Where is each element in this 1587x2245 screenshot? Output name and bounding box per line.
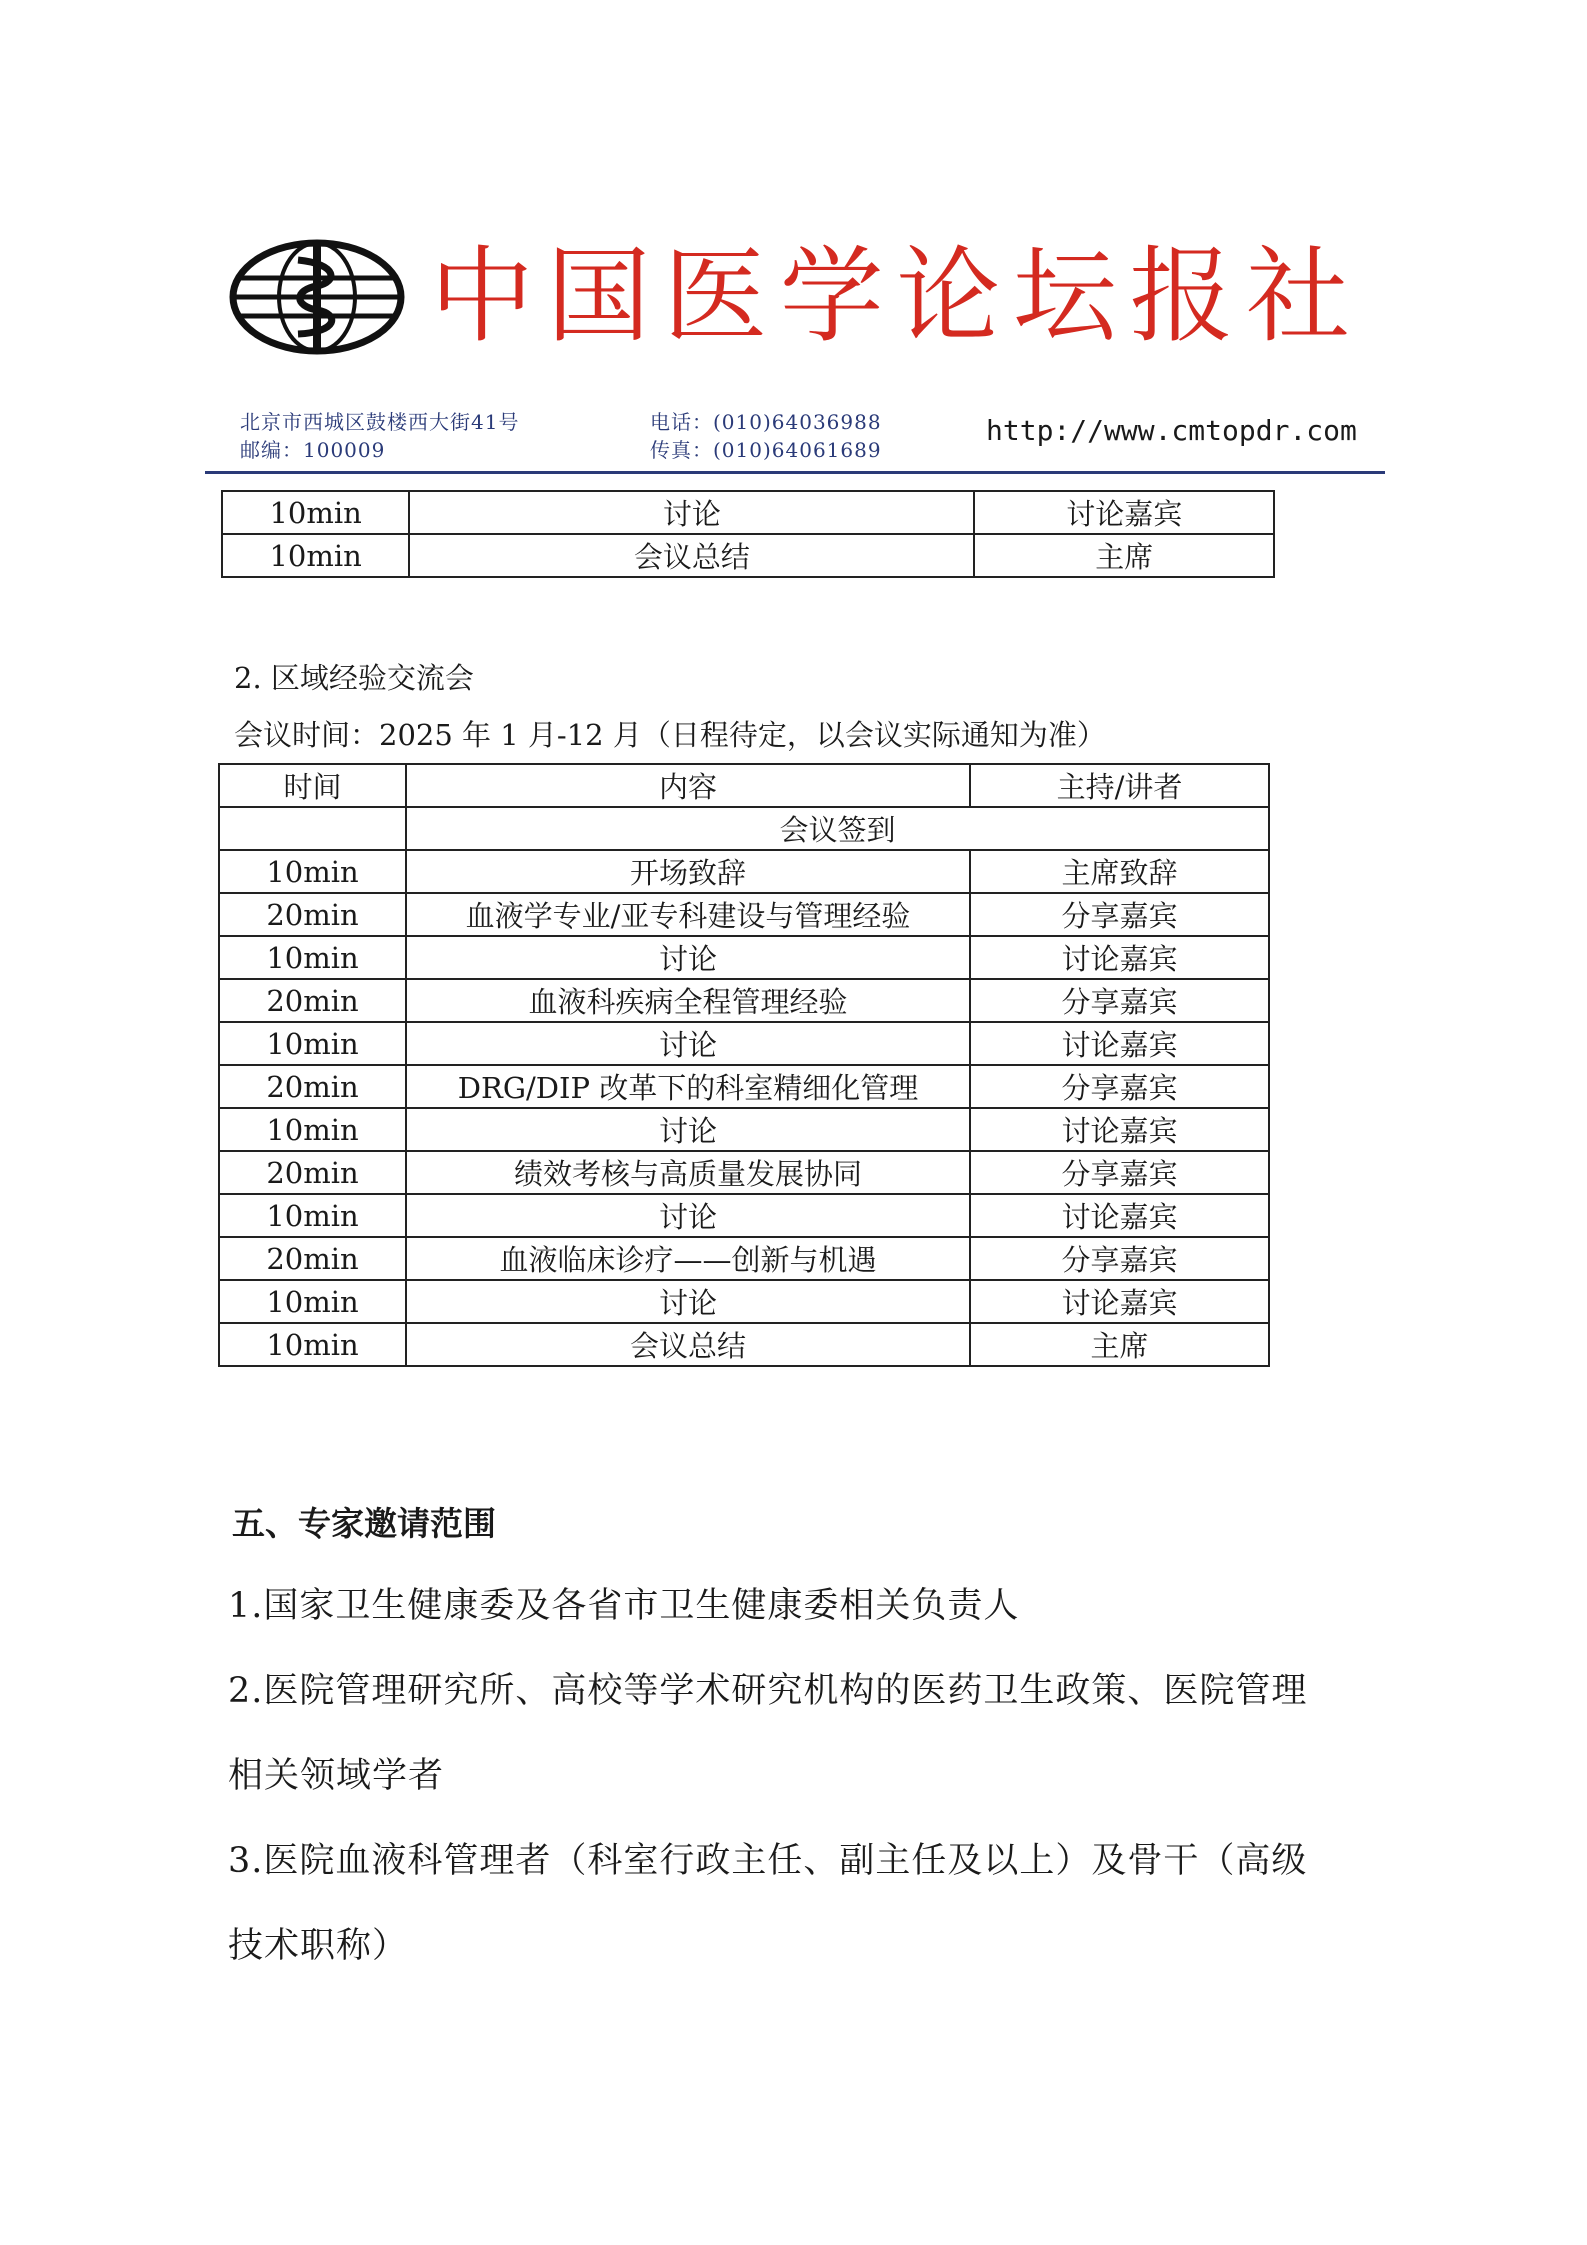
table-cell-content: 讨论 <box>406 1022 970 1065</box>
invite-line-3-cont: 技术职称） <box>228 1926 409 1966</box>
org-name-char: 论 <box>896 235 1001 357</box>
table-cell-checkin: 会议签到 <box>406 807 1269 850</box>
table-cell-host: 讨论嘉宾 <box>970 1194 1269 1237</box>
section-5-title: 五、专家邀请范围 <box>232 1504 496 1543</box>
org-name-char: 医 <box>663 235 768 357</box>
table-cell-host: 分享嘉宾 <box>970 893 1269 936</box>
table-cell-time <box>219 807 406 850</box>
table-row <box>219 1237 1269 1280</box>
table-cell-time: 10min <box>219 1108 406 1151</box>
table-cell-host: 讨论嘉宾 <box>974 491 1274 534</box>
table-cell-host: 分享嘉宾 <box>970 1151 1269 1194</box>
table-row <box>219 1323 1269 1366</box>
table-row <box>219 1065 1269 1108</box>
org-name-char: 坛 <box>1012 235 1117 357</box>
letterhead-address: 北京市西城区鼓楼西大街41号 <box>240 410 520 434</box>
table-row-checkin <box>219 807 1269 850</box>
table-cell-time: 10min <box>219 850 406 893</box>
table-row <box>219 893 1269 936</box>
table-cell-host: 讨论嘉宾 <box>970 1022 1269 1065</box>
table-row <box>219 1022 1269 1065</box>
table-row <box>219 1108 1269 1151</box>
agenda-table-1 <box>221 490 1275 578</box>
letterhead-divider <box>205 471 1385 474</box>
table-row <box>219 1151 1269 1194</box>
table-cell-content: 会议总结 <box>406 1323 970 1366</box>
table-cell-time: 10min <box>219 1323 406 1366</box>
table-cell-content: 血液学专业/亚专科建设与管理经验 <box>406 893 970 936</box>
table-cell-time: 20min <box>219 1237 406 1280</box>
table-cell-content: 讨论 <box>409 491 974 534</box>
table-cell-time: 20min <box>219 979 406 1022</box>
table-cell-time: 20min <box>219 893 406 936</box>
table-row <box>222 491 1274 534</box>
table-cell-content: 讨论 <box>406 1108 970 1151</box>
letterhead-fax: 传真：(010)64061689 <box>650 438 882 462</box>
table-cell-content: 绩效考核与高质量发展协同 <box>406 1151 970 1194</box>
table-cell-host: 分享嘉宾 <box>970 979 1269 1022</box>
letterhead-postcode: 邮编：100009 <box>240 438 386 462</box>
invite-line-3: 3.医院血液科管理者（科室行政主任、副主任及以上）及骨干（高级 <box>228 1841 1308 1881</box>
table-header-host: 主持/讲者 <box>970 764 1269 807</box>
table-cell-host: 讨论嘉宾 <box>970 1108 1269 1151</box>
table-header-time: 时间 <box>219 764 406 807</box>
letterhead-website: http://www.cmtopdr.com <box>986 414 1357 447</box>
table-cell-host: 分享嘉宾 <box>970 1237 1269 1280</box>
table-cell-time: 10min <box>222 534 409 577</box>
table-row <box>219 850 1269 893</box>
table-cell-time: 10min <box>222 491 409 534</box>
table-cell-time: 20min <box>219 1151 406 1194</box>
table-cell-time: 10min <box>219 1280 406 1323</box>
letterhead-org-name <box>430 236 1350 356</box>
table-cell-host: 讨论嘉宾 <box>970 1280 1269 1323</box>
section-2-heading: 2. 区域经验交流会 <box>234 661 474 695</box>
table-cell-content: 开场致辞 <box>406 850 970 893</box>
table-row <box>219 936 1269 979</box>
org-name-char: 社 <box>1245 235 1350 357</box>
invite-line-2-cont: 相关领域学者 <box>228 1756 445 1796</box>
org-name-char: 学 <box>779 235 884 357</box>
org-name-char: 中 <box>430 235 535 357</box>
invite-line-1: 1.国家卫生健康委及各省市卫生健康委相关负责人 <box>228 1586 1020 1626</box>
letterhead-phone: 电话：(010)64036988 <box>650 410 882 434</box>
table-row <box>219 1280 1269 1323</box>
table-cell-content: 血液科疾病全程管理经验 <box>406 979 970 1022</box>
table-cell-host: 主席 <box>974 534 1274 577</box>
table-cell-time: 10min <box>219 1194 406 1237</box>
table-header-content: 内容 <box>406 764 970 807</box>
table-row <box>219 979 1269 1022</box>
table-cell-host: 主席 <box>970 1323 1269 1366</box>
table-cell-time: 20min <box>219 1065 406 1108</box>
newspaper-logo <box>228 238 406 356</box>
table-cell-content: DRG/DIP 改革下的科室精细化管理 <box>406 1065 970 1108</box>
table-cell-content: 血液临床诊疗——创新与机遇 <box>406 1237 970 1280</box>
table-header-row <box>219 764 1269 807</box>
table-row <box>222 534 1274 577</box>
meeting-time: 会议时间：2025 年 1 月-12 月（日程待定，以会议实际通知为准） <box>234 718 1106 752</box>
table-cell-time: 10min <box>219 1022 406 1065</box>
table-cell-content: 讨论 <box>406 1194 970 1237</box>
table-cell-content: 讨论 <box>406 936 970 979</box>
agenda-table-2 <box>218 763 1270 1367</box>
table-cell-host: 主席致辞 <box>970 850 1269 893</box>
table-cell-content: 会议总结 <box>409 534 974 577</box>
org-name-char: 国 <box>546 235 651 357</box>
agenda-table-2-body <box>219 850 1269 1366</box>
table-cell-host: 分享嘉宾 <box>970 1065 1269 1108</box>
invite-line-2: 2.医院管理研究所、高校等学术研究机构的医药卫生政策、医院管理 <box>228 1671 1308 1711</box>
table-cell-time: 10min <box>219 936 406 979</box>
table-cell-host: 讨论嘉宾 <box>970 936 1269 979</box>
table-cell-content: 讨论 <box>406 1280 970 1323</box>
table-row <box>219 1194 1269 1237</box>
org-name-char: 报 <box>1129 235 1234 357</box>
